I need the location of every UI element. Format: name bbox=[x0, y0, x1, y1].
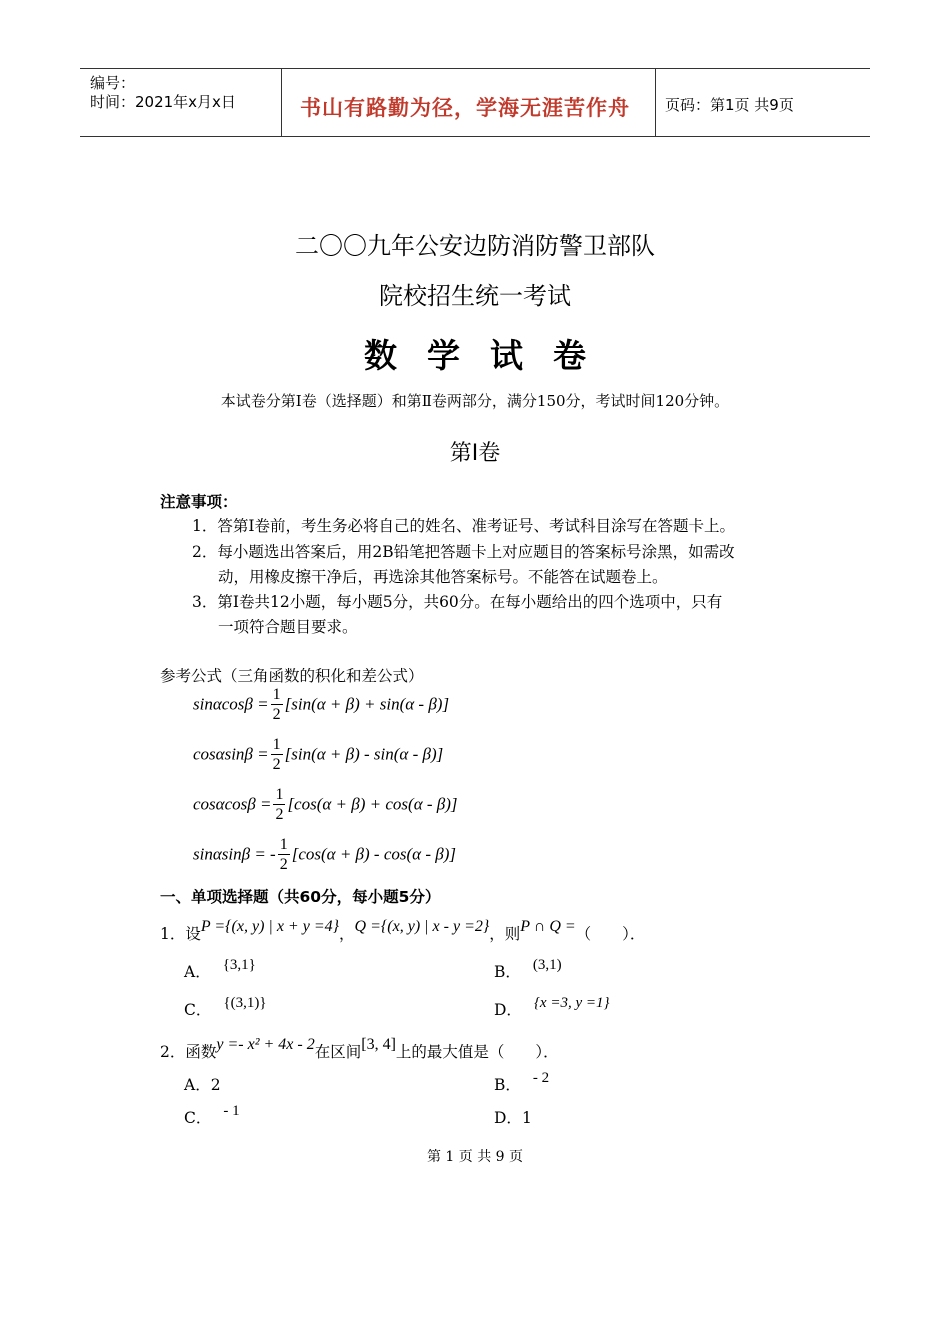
header-bottom-border bbox=[80, 136, 870, 137]
volume-heading: 第Ⅰ卷 bbox=[449, 441, 501, 466]
fraction-numerator: 1 bbox=[272, 736, 281, 753]
q2-option-b bbox=[494, 1070, 550, 1095]
q2-interval: [3, 4] bbox=[361, 1036, 396, 1053]
q1-then: ，则 bbox=[489, 925, 521, 943]
option-label: D． bbox=[494, 1109, 522, 1127]
q1-comma: ， bbox=[339, 925, 355, 943]
page-footer: 第 1 页 共 9 页 bbox=[426, 1149, 524, 1165]
q1-set-q: Q ={(x, y) | x - y =2} bbox=[354, 918, 490, 935]
option-value: 1 bbox=[521, 1109, 532, 1127]
option-value: - 2 bbox=[532, 1070, 550, 1086]
document-time-label: 时间：2021年x月x日 bbox=[90, 93, 236, 111]
option-label: B． bbox=[494, 1076, 521, 1094]
formula-3-fraction bbox=[273, 786, 285, 825]
fraction-denominator: 2 bbox=[272, 756, 281, 773]
formula-4-fraction bbox=[278, 836, 290, 875]
document-number-label: 编号： bbox=[90, 74, 136, 92]
option-label: C． bbox=[184, 1001, 212, 1019]
notice-item-2-cont: 动，用橡皮擦干净后，再选涂其他答案标号。不能答在试题卷上。 bbox=[218, 568, 668, 586]
option-value: 2 bbox=[210, 1076, 221, 1094]
fraction-denominator: 2 bbox=[275, 806, 284, 823]
q1-option-c bbox=[184, 995, 267, 1020]
q1-prefix: 1．设 bbox=[160, 925, 201, 943]
q1-option-d bbox=[494, 995, 610, 1020]
q1-set-p: P ={(x, y) | x + y =4} bbox=[200, 918, 340, 935]
option-label: D． bbox=[494, 1001, 522, 1019]
formula-1-right: [sin(α + β) + sin(α - β)] bbox=[284, 694, 450, 714]
notice-item-3: 3．第Ⅰ卷共12小题，每小题5分，共60分。在每小题给出的四个选项中，只有 bbox=[192, 593, 723, 611]
notice-item-2: 2．每小题选出答案后，用2B铅笔把答题卡上对应题目的答案标号涂黑，如需改 bbox=[192, 543, 735, 561]
exam-title-line2: 院校招生统一考试 bbox=[379, 282, 571, 310]
header-divider-2 bbox=[655, 68, 656, 136]
header-divider-1 bbox=[281, 68, 282, 136]
q2-option-c bbox=[184, 1103, 240, 1128]
formula-1 bbox=[193, 686, 449, 725]
q2-mid: 在区间 bbox=[314, 1043, 362, 1061]
q2-option-d bbox=[494, 1106, 532, 1128]
formula-3-right: [cos(α + β) + cos(α - β)] bbox=[287, 794, 458, 814]
formula-4-left: sinαsinβ = - bbox=[193, 844, 276, 864]
q1-blank: （ ）． bbox=[575, 925, 646, 943]
header-page-info: 页码：第1页 共9页 bbox=[665, 96, 794, 114]
q2-suffix: 上的最大值是（ ）． bbox=[395, 1043, 559, 1061]
option-value: {x =3, y =1} bbox=[533, 995, 610, 1011]
fraction-denominator: 2 bbox=[272, 706, 281, 723]
formula-1-left: sinαcosβ = bbox=[193, 694, 269, 714]
option-label: C． bbox=[184, 1109, 212, 1127]
option-value: {3,1} bbox=[222, 957, 256, 973]
formula-heading: 参考公式（三角函数的积化和差公式） bbox=[160, 667, 424, 685]
fraction-numerator: 1 bbox=[279, 836, 288, 853]
q1-option-b bbox=[494, 957, 562, 982]
exam-title-line1: 二〇〇九年公安边防消防警卫部队 bbox=[295, 232, 655, 260]
formula-3 bbox=[193, 786, 458, 825]
header-motto: 书山有路勤为径，学海无涯苦作舟 bbox=[300, 96, 630, 120]
q2-prefix: 2．函数 bbox=[160, 1043, 217, 1061]
option-label: B． bbox=[494, 963, 521, 981]
formula-2-right: [sin(α + β) - sin(α - β)] bbox=[284, 744, 444, 764]
notice-item-1: 1．答第Ⅰ卷前，考生务必将自己的姓名、准考证号、考试科目涂写在答题卡上。 bbox=[192, 517, 735, 535]
formula-2-left: cosαsinβ = bbox=[193, 744, 269, 764]
exam-intro: 本试卷分第Ⅰ卷（选择题）和第Ⅱ卷两部分，满分150分，考试时间120分钟。 bbox=[220, 392, 730, 410]
question-2 bbox=[160, 1036, 559, 1062]
question-1 bbox=[160, 918, 646, 944]
q1-expression: P ∩ Q = bbox=[520, 918, 576, 935]
fraction-numerator: 1 bbox=[275, 786, 284, 803]
option-label: A． bbox=[184, 963, 211, 981]
formula-3-left: cosαcosβ = bbox=[193, 794, 272, 814]
notice-heading: 注意事项： bbox=[160, 493, 238, 511]
fraction-denominator: 2 bbox=[279, 856, 288, 873]
exam-title-main: 数学试卷 bbox=[364, 336, 616, 375]
q2-function: y =- x² + 4x - 2 bbox=[216, 1036, 315, 1053]
section-heading: 一、单项选择题（共60分，每小题5分） bbox=[160, 888, 441, 906]
formula-2-fraction bbox=[271, 736, 283, 775]
q1-option-a bbox=[184, 957, 256, 982]
option-value: - 1 bbox=[223, 1103, 240, 1119]
option-value: {(3,1)} bbox=[223, 995, 267, 1011]
formula-4-right: [cos(α + β) - cos(α - β)] bbox=[291, 844, 456, 864]
formula-1-fraction bbox=[271, 686, 283, 725]
option-label: A． bbox=[184, 1076, 211, 1094]
option-value: (3,1) bbox=[532, 957, 562, 973]
notice-item-3-cont: 一项符合题目要求。 bbox=[218, 618, 358, 636]
fraction-numerator: 1 bbox=[272, 686, 281, 703]
formula-2 bbox=[193, 736, 443, 775]
header-top-border bbox=[80, 68, 870, 69]
formula-4 bbox=[193, 836, 456, 875]
q2-option-a bbox=[184, 1073, 221, 1095]
